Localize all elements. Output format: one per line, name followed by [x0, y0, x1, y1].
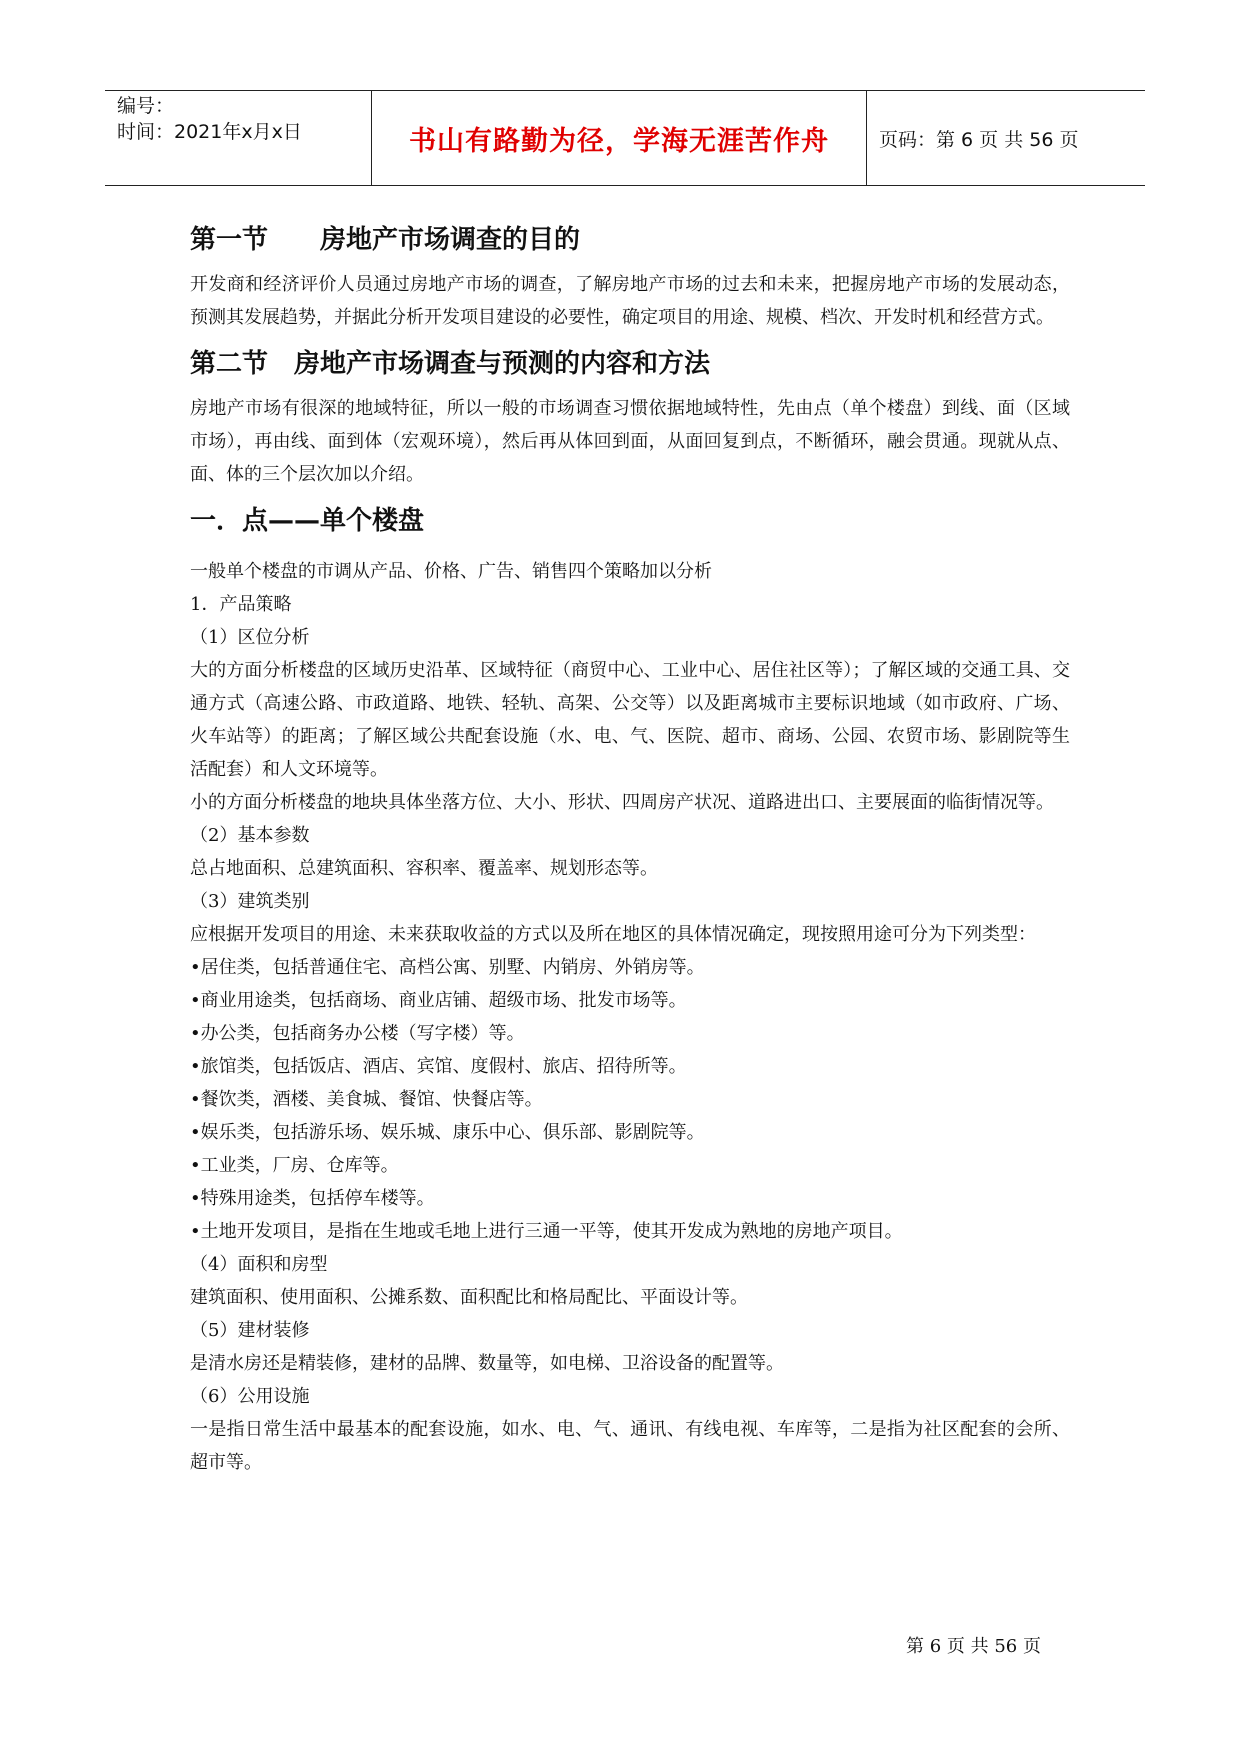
- list-item: •旅馆类，包括饭店、酒店、宾馆、度假村、旅店、招待所等。: [190, 1056, 687, 1077]
- body-paragraph: 一是指日常生活中最基本的配套设施，如水、电、气、通讯、有线电视、车库等，二是指为社区配套的会所、超市等。: [190, 1419, 1070, 1473]
- section-1-paragraph: 开发商和经济评价人员通过房地产市场的调查，了解房地产市场的过去和未来，把握房地产市场的发展动态，预测其发展趋势，并据此分析开发项目建设的必要性，确定项目的用途、规模、档次、开发时机和经营方式。: [190, 274, 1070, 328]
- motto: 书山有路勤为径，学海无涯苦作舟: [409, 125, 829, 157]
- body-line: （3）建筑类别: [190, 891, 310, 912]
- section-1-title: 第一节 房地产市场调查的目的: [190, 225, 581, 255]
- body-paragraph: 小的方面分析楼盘的地块具体坐落方位、大小、形状、四周房产状况、道路进出口、主要展面的临街情况等。: [190, 792, 1054, 813]
- page-info: 页码：第 6 页 共 56 页: [879, 128, 1079, 151]
- page-header: [105, 90, 1145, 186]
- header-right-cell: [867, 91, 1145, 185]
- section-2-paragraph: 房地产市场有很深的地域特征，所以一般的市场调查习惯依据地域特性，先由点（单个楼盘）到线、面（区域市场），再由线、面到体（宏观环境），然后再从体回到面，从面回复到点，不断循环，融会贯通。现就从点、面、体的三个层次加以介绍。: [190, 398, 1070, 485]
- body-line: （1）区位分析: [190, 627, 310, 648]
- list-item: •居住类，包括普通住宅、高档公寓、别墅、内销房、外销房等。: [190, 957, 705, 978]
- body-line: （4）面积和房型: [190, 1254, 328, 1275]
- body-line: 建筑面积、使用面积、公摊系数、面积配比和格局配比、平面设计等。: [190, 1287, 748, 1308]
- section-3-title: 一．点——单个楼盘: [190, 506, 425, 536]
- list-item: •商业用途类，包括商场、商业店铺、超级市场、批发市场等。: [190, 990, 687, 1011]
- body-line: 总占地面积、总建筑面积、容积率、覆盖率、规划形态等。: [190, 858, 658, 879]
- list-item: •工业类，厂房、仓库等。: [190, 1155, 399, 1176]
- body-line: 1．产品策略: [190, 594, 292, 615]
- time-label: 时间：2021年x月x日: [117, 121, 302, 143]
- number-label: 编号：: [117, 95, 175, 117]
- list-item: •娱乐类，包括游乐场、娱乐城、康乐中心、俱乐部、影剧院等。: [190, 1122, 705, 1143]
- section-3-body: [190, 555, 1070, 1479]
- header-left-cell: [105, 91, 371, 185]
- page-footer: 第 6 页 共 56 页: [906, 1636, 1041, 1657]
- body-line: 是清水房还是精装修，建材的品牌、数量等，如电梯、卫浴设备的配置等。: [190, 1353, 784, 1374]
- list-item: •办公类，包括商务办公楼（写字楼）等。: [190, 1023, 525, 1044]
- list-item: •土地开发项目，是指在生地或毛地上进行三通一平等，使其开发成为熟地的房地产项目。: [190, 1221, 903, 1242]
- body-paragraph: 大的方面分析楼盘的区域历史沿革、区域特征（商贸中心、工业中心、居住社区等）；了解区域的交通工具、交通方式（高速公路、市政道路、地铁、轻轨、高架、公交等）以及距离城市主要标识地域（如市政府、广场、火车站等）的距离；了解区域公共配套设施（水、电、气、医院、超市、商场、公园、农贸市场、影剧院等生活配套）和人文环境等。: [190, 660, 1070, 780]
- body-line: （2）基本参数: [190, 825, 310, 846]
- document-body: [190, 220, 1070, 1479]
- list-item: •餐饮类，酒楼、美食城、餐馆、快餐店等。: [190, 1089, 543, 1110]
- body-line: （5）建材装修: [190, 1320, 310, 1341]
- section-2-title: 第二节 房地产市场调查与预测的内容和方法: [190, 349, 711, 379]
- body-line: （6）公用设施: [190, 1386, 310, 1407]
- body-line: 一般单个楼盘的市调从产品、价格、广告、销售四个策略加以分析: [190, 561, 712, 582]
- header-motto-cell: [371, 91, 867, 185]
- list-item: •特殊用途类，包括停车楼等。: [190, 1188, 435, 1209]
- body-paragraph: 应根据开发项目的用途、未来获取收益的方式以及所在地区的具体情况确定，现按照用途可分为下列类型：: [190, 924, 1036, 945]
